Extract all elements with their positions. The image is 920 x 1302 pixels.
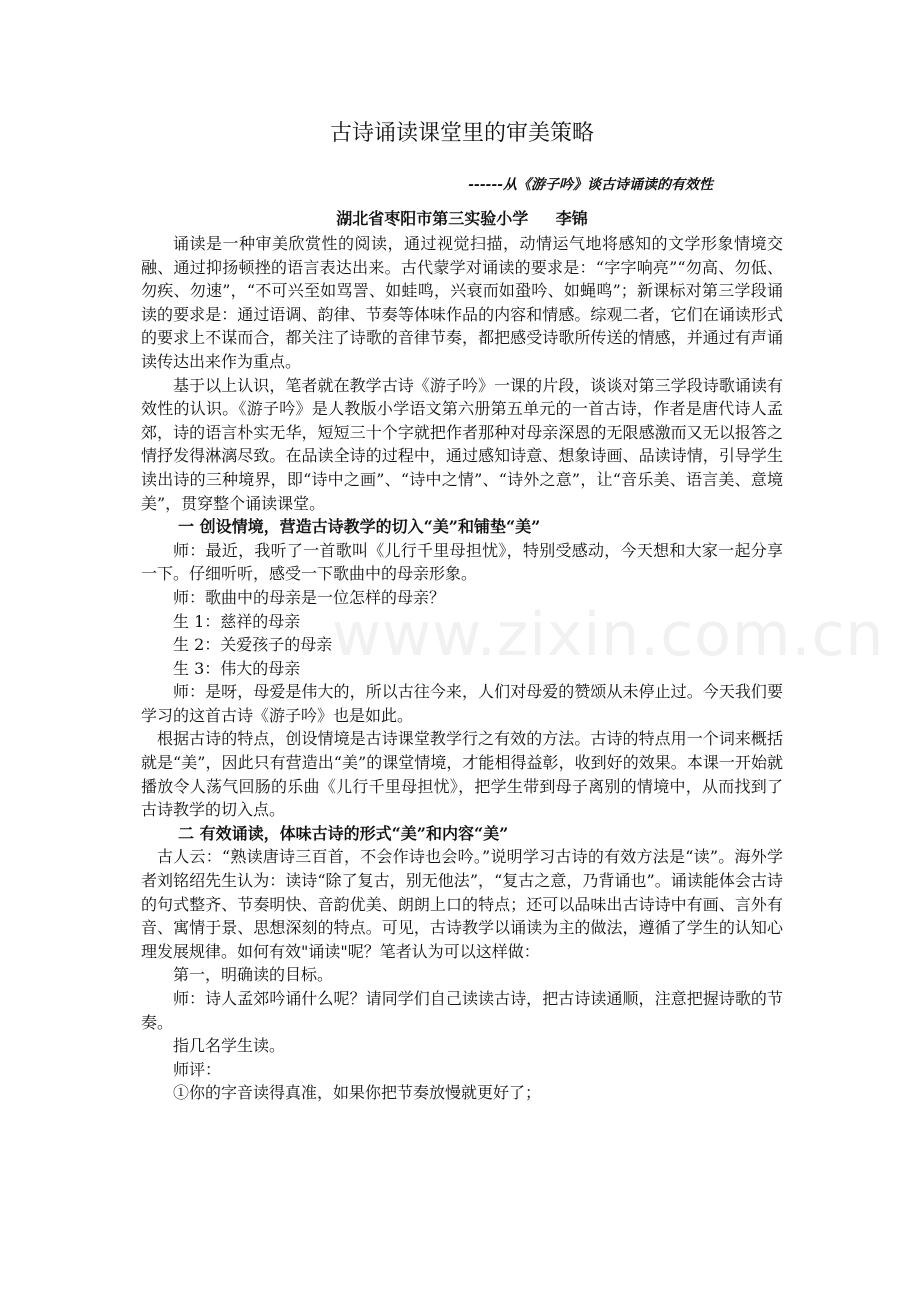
paragraph-background: 基于以上认识，笔者就在教学古诗《游子吟》一课的片段，谈谈对第三学段诗歌诵读有效性的认识。《游子吟》是人教版小学语文第六册第五单元的一首古诗，作者是唐代诗人孟郊，诗的语言朴实无华，短短三十个字就把作者那种对母亲深恩的无限感激而又无以报答之情抒发得淋漓尽致。在品读全诗的过程中，通过感知诗意、想象诗画、品读诗情，引导学生读出诗的三种境界，即“诗中之画”、“诗中之情”、“诗外之意”，让“音乐美、语言美、意境美”，贯穿整个诵读课堂。 bbox=[141, 375, 783, 513]
document-title: 古诗诵读课堂里的审美策略 bbox=[329, 121, 594, 146]
paragraph-teacher-1: 师：最近，我听了一首歌叫《儿行千里母担忧》，特别受感动，今天想和大家一起分享一下。仔细听听，感受一下歌曲中的母亲形象。 bbox=[141, 540, 783, 584]
paragraph-teacher-3: 师：诗人孟郊吟诵什么呢？请同学们自己读读古诗，把古诗读通顺，注意把握诗歌的节奏。 bbox=[141, 989, 783, 1032]
paragraph-student-1: 生 1：慈祥的母亲 bbox=[173, 611, 301, 631]
paragraph-teacher-question: 师：歌曲中的母亲是一位怎样的母亲？ bbox=[173, 587, 446, 607]
watermark: www.zixin.com.cn bbox=[332, 600, 885, 670]
document-subtitle: ------从《游子吟》谈古诗诵读的有效性 bbox=[468, 177, 713, 193]
paragraph-step-1: 第一，明确读的目标。 bbox=[173, 965, 334, 985]
section-heading-1: 一 创设情境，营造古诗教学的切入“美”和铺垫“美” bbox=[178, 517, 541, 537]
paragraph-ancients: 古人云：“熟读唐诗三百首，不会作诗也会吟。”说明学习古诗的有效方法是“读”。海外学者刘铭绍先生认为：读诗“除了复古，别无他法”，“复古之意，乃背诵也”。诵读能体会古诗的句式整齐、节奏明快、音韵优美、朗朗上口的特点；还可以品味出古诗诗中有画、言外有音、寓情于景、思想深刻的特点。可见，古诗教学以诵读为主的做法，遵循了学生的认知心理发展规律。如何有效"诵读"呢？笔者认为可以这样做： bbox=[141, 847, 783, 961]
paragraph-teacher-comment: 师评： bbox=[173, 1059, 222, 1079]
paragraph-intro: 诵读是一种审美欣赏性的阅读，通过视觉扫描，动情运气地将感知的文学形象情境交融、通过抑扬顿挫的语言表达出来。古代蒙学对诵读的要求是：“字字响亮”“勿高、勿低、勿疾、勿速”，“不可兴至如骂詈、如蛙鸣，兴衰而如蛩吟、如蝇鸣”；新课标对第三学段诵读的要求是：通过语调、韵律、节奏等体味作品的内容和情感。综观二者，它们在诵读形式的要求上不谋而合，都关注了诗歌的音律节奏，都把感受诗歌所传送的情感，并通过有声诵读传达出来作为重点。 bbox=[141, 234, 783, 371]
paragraph-student-3: 生 3：伟大的母亲 bbox=[173, 658, 301, 678]
paragraph-teacher-2: 师：是呀，母爱是伟大的，所以古往今来，人们对母爱的赞颂从未停止过。今天我们要学习的这首古诗《游子吟》也是如此。 bbox=[141, 682, 783, 725]
paragraph-students-read: 指几名学生读。 bbox=[173, 1036, 286, 1056]
paragraph-situation: 根据古诗的特点，创设情境是古诗课堂教学行之有效的方法。古诗的特点用一个词来概括就是“美”，因此只有营造出“美”的课堂情境，才能相得益彰，收到好的效果。本课一开始就播放令人荡气回肠的乐曲《儿行千里母担忧》，把学生带到母子离别的情境中，从而找到了古诗教学的切入点。 bbox=[141, 729, 783, 820]
paragraph-comment-1: ①你的字音读得真准，如果你把节奏放慢就更好了； bbox=[173, 1083, 542, 1103]
paragraph-student-2: 生 2：关爱孩子的母亲 bbox=[173, 635, 333, 655]
section-heading-2: 二 有效诵读，体味古诗的形式“美”和内容“美” bbox=[178, 823, 509, 843]
author-line: 湖北省枣阳市第三实验小学 李锦 bbox=[336, 209, 588, 228]
